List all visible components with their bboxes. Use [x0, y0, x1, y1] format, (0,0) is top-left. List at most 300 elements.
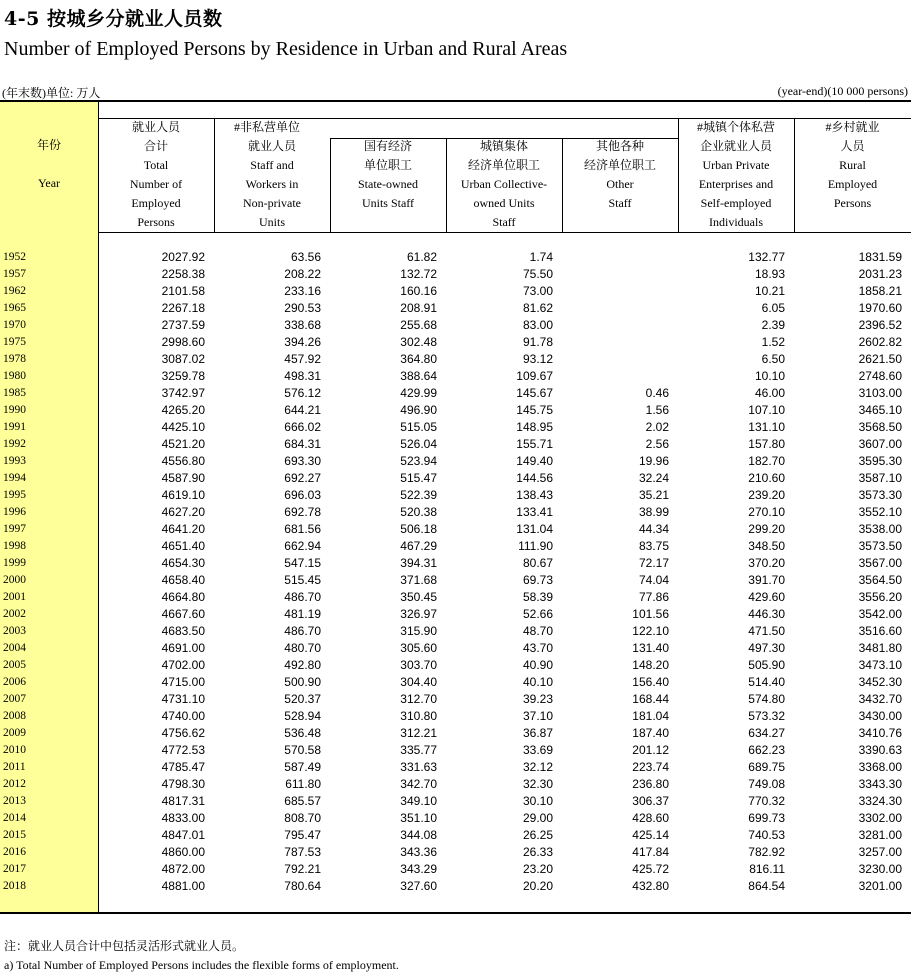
- value-cell: 3281.00: [858, 828, 902, 842]
- value-cell: 500.90: [284, 675, 321, 689]
- value-cell: 486.70: [284, 590, 321, 604]
- value-cell: 338.68: [284, 318, 321, 332]
- value-cell: 3302.00: [858, 811, 902, 825]
- value-cell: 3568.50: [858, 420, 902, 434]
- value-cell: 696.03: [284, 488, 321, 502]
- value-cell: 208.91: [400, 301, 437, 315]
- footnote-cn: 注：就业人员合计中包括灵活形式就业人员。: [4, 939, 245, 953]
- value-cell: 342.70: [400, 777, 437, 791]
- year-cell: 1978: [3, 353, 26, 365]
- year-cell: 2010: [3, 744, 26, 756]
- table-row: [0, 351, 911, 368]
- value-cell: 148.95: [516, 420, 553, 434]
- value-cell: 2998.60: [161, 335, 205, 349]
- table-row: [0, 521, 911, 538]
- value-cell: 1.74: [529, 250, 553, 264]
- value-cell: 233.16: [284, 284, 321, 298]
- value-cell: 4641.20: [161, 522, 205, 536]
- value-cell: 132.77: [748, 250, 785, 264]
- table-row: [0, 623, 911, 640]
- table-row: [0, 572, 911, 589]
- value-cell: 681.56: [284, 522, 321, 536]
- value-cell: 3430.00: [858, 709, 902, 723]
- year-cell: 2002: [3, 608, 26, 620]
- value-cell: 3516.60: [858, 624, 902, 638]
- year-cell: 2017: [3, 863, 26, 875]
- value-cell: 467.29: [400, 539, 437, 553]
- value-cell: 693.30: [284, 454, 321, 468]
- header-nonprivate: 就业人员 Staff and Workers in Non-private Units: [243, 139, 301, 229]
- value-cell: 46.00: [754, 386, 785, 400]
- table-row: [0, 708, 911, 725]
- value-cell: 644.21: [284, 403, 321, 417]
- value-cell: 310.80: [400, 709, 437, 723]
- value-cell: 315.90: [400, 624, 437, 638]
- value-cell: 515.45: [284, 573, 321, 587]
- year-cell: 1999: [3, 557, 26, 569]
- value-cell: 351.10: [400, 811, 437, 825]
- value-cell: 149.40: [516, 454, 553, 468]
- table-row: [0, 419, 911, 436]
- year-cell: 2005: [3, 659, 26, 671]
- header-year: 年份 Year: [36, 138, 61, 190]
- table-row: [0, 861, 911, 878]
- value-cell: 792.21: [284, 862, 321, 876]
- table-row: [0, 878, 911, 895]
- year-cell: 2003: [3, 625, 26, 637]
- value-cell: 52.66: [522, 607, 553, 621]
- value-cell: 160.16: [400, 284, 437, 298]
- value-cell: 30.10: [522, 794, 553, 808]
- value-cell: 3368.00: [858, 760, 902, 774]
- value-cell: 2.56: [645, 437, 669, 451]
- value-cell: 808.70: [284, 811, 321, 825]
- value-cell: 371.68: [400, 573, 437, 587]
- value-cell: 187.40: [632, 726, 669, 740]
- value-cell: 40.10: [522, 675, 553, 689]
- year-cell: 1994: [3, 472, 26, 484]
- value-cell: 795.47: [284, 828, 321, 842]
- value-cell: 394.31: [400, 556, 437, 570]
- value-cell: 492.80: [284, 658, 321, 672]
- year-cell: 2004: [3, 642, 26, 654]
- unit-label-en: (year-end)(10 000 persons): [777, 84, 908, 98]
- value-cell: 3552.10: [858, 505, 902, 519]
- value-cell: 4587.90: [161, 471, 205, 485]
- value-cell: 2748.60: [858, 369, 902, 383]
- value-cell: 388.64: [400, 369, 437, 383]
- value-cell: 3452.30: [858, 675, 902, 689]
- header-state-owned: 国有经济 单位职工 State-owned Units Staff: [358, 139, 418, 210]
- value-cell: 81.62: [522, 301, 553, 315]
- year-cell: 2001: [3, 591, 26, 603]
- value-cell: 4425.10: [161, 420, 205, 434]
- value-cell: 299.20: [748, 522, 785, 536]
- year-cell: 2008: [3, 710, 26, 722]
- value-cell: 236.80: [632, 777, 669, 791]
- header-total: 就业人员 合计 Total Number of Employed Persons: [129, 120, 183, 229]
- header-collective: 城镇集体 经济单位职工 Urban Collective- owned Units Staff: [460, 139, 548, 229]
- value-cell: 2621.50: [858, 352, 902, 366]
- year-cell: 2007: [3, 693, 26, 705]
- header-other: 其他各种 经济单位职工 Other Staff: [583, 139, 656, 210]
- value-cell: 787.53: [284, 845, 321, 859]
- value-cell: 3564.50: [858, 573, 902, 587]
- value-cell: 302.48: [400, 335, 437, 349]
- value-cell: 29.00: [522, 811, 553, 825]
- value-cell: 662.94: [284, 539, 321, 553]
- value-cell: 2031.23: [858, 267, 902, 281]
- value-cell: 692.27: [284, 471, 321, 485]
- table-row: [0, 402, 911, 419]
- value-cell: 327.60: [400, 879, 437, 893]
- value-cell: 145.75: [516, 403, 553, 417]
- value-cell: 587.49: [284, 760, 321, 774]
- year-cell: 2011: [3, 761, 26, 773]
- value-cell: 3567.00: [858, 556, 902, 570]
- table-row: [0, 759, 911, 776]
- value-cell: 26.25: [522, 828, 553, 842]
- value-cell: 210.60: [748, 471, 785, 485]
- year-cell: 2013: [3, 795, 26, 807]
- table-row: [0, 283, 911, 300]
- value-cell: 471.50: [748, 624, 785, 638]
- value-cell: 429.99: [400, 386, 437, 400]
- value-cell: 4664.80: [161, 590, 205, 604]
- value-cell: 666.02: [284, 420, 321, 434]
- value-cell: 58.39: [522, 590, 553, 604]
- table-row: [0, 300, 911, 317]
- value-cell: 168.44: [632, 692, 669, 706]
- value-cell: 1.56: [645, 403, 669, 417]
- value-cell: 3587.10: [858, 471, 902, 485]
- value-cell: 3473.10: [858, 658, 902, 672]
- value-cell: 6.50: [761, 352, 785, 366]
- value-cell: 181.04: [632, 709, 669, 723]
- value-cell: 515.47: [400, 471, 437, 485]
- year-cell: 2015: [3, 829, 26, 841]
- table-row: [0, 793, 911, 810]
- value-cell: 685.57: [284, 794, 321, 808]
- value-cell: 505.90: [748, 658, 785, 672]
- value-cell: 2.39: [761, 318, 785, 332]
- value-cell: 2101.58: [161, 284, 205, 298]
- value-cell: 4619.10: [161, 488, 205, 502]
- value-cell: 3542.00: [858, 607, 902, 621]
- table-row: [0, 776, 911, 793]
- value-cell: 370.20: [748, 556, 785, 570]
- value-cell: 515.05: [400, 420, 437, 434]
- value-cell: 3556.20: [858, 590, 902, 604]
- year-cell: 1975: [3, 336, 26, 348]
- value-cell: 428.60: [632, 811, 669, 825]
- value-cell: 36.87: [522, 726, 553, 740]
- value-cell: 255.68: [400, 318, 437, 332]
- value-cell: 305.60: [400, 641, 437, 655]
- value-cell: 2396.52: [858, 318, 902, 332]
- value-cell: 2.02: [645, 420, 669, 434]
- value-cell: 780.64: [284, 879, 321, 893]
- value-cell: 432.80: [632, 879, 669, 893]
- value-cell: 4265.20: [161, 403, 205, 417]
- table-row: [0, 249, 911, 266]
- value-cell: 4556.80: [161, 454, 205, 468]
- value-cell: 692.78: [284, 505, 321, 519]
- value-cell: 101.56: [632, 607, 669, 621]
- value-cell: 574.80: [748, 692, 785, 706]
- value-cell: 496.90: [400, 403, 437, 417]
- value-cell: 344.08: [400, 828, 437, 842]
- value-cell: 77.86: [638, 590, 669, 604]
- value-cell: 684.31: [284, 437, 321, 451]
- value-cell: 270.10: [748, 505, 785, 519]
- value-cell: 155.71: [516, 437, 553, 451]
- year-cell: 1998: [3, 540, 26, 552]
- value-cell: 611.80: [285, 777, 321, 791]
- value-cell: 520.37: [284, 692, 321, 706]
- value-cell: 48.70: [522, 624, 553, 638]
- value-cell: 111.90: [518, 539, 553, 553]
- value-cell: 864.54: [748, 879, 785, 893]
- value-cell: 4651.40: [161, 539, 205, 553]
- value-cell: 457.92: [284, 352, 321, 366]
- value-cell: 63.56: [290, 250, 321, 264]
- value-cell: 417.84: [632, 845, 669, 859]
- value-cell: 3595.30: [858, 454, 902, 468]
- value-cell: 32.30: [522, 777, 553, 791]
- value-cell: 4658.40: [161, 573, 205, 587]
- year-cell: 1997: [3, 523, 26, 535]
- value-cell: 61.82: [406, 250, 437, 264]
- value-cell: 306.37: [632, 794, 669, 808]
- value-cell: 107.10: [748, 403, 785, 417]
- value-cell: 662.23: [748, 743, 785, 757]
- value-cell: 3230.00: [858, 862, 902, 876]
- year-cell: 1996: [3, 506, 26, 518]
- value-cell: 740.53: [748, 828, 785, 842]
- year-cell: 2000: [3, 574, 26, 586]
- value-cell: 526.04: [400, 437, 437, 451]
- value-cell: 3538.00: [858, 522, 902, 536]
- value-cell: 26.33: [522, 845, 553, 859]
- value-cell: 749.08: [748, 777, 785, 791]
- value-cell: 343.29: [400, 862, 437, 876]
- value-cell: 37.10: [522, 709, 553, 723]
- table-row: [0, 334, 911, 351]
- unit-label-cn: (年末数)单位: 万人: [2, 86, 101, 100]
- value-cell: 335.77: [400, 743, 437, 757]
- value-cell: 770.32: [748, 794, 785, 808]
- value-cell: 816.11: [749, 862, 785, 876]
- value-cell: 10.21: [754, 284, 785, 298]
- value-cell: 3573.30: [858, 488, 902, 502]
- value-cell: 4691.00: [161, 641, 205, 655]
- table-row: [0, 589, 911, 606]
- value-cell: 148.20: [632, 658, 669, 672]
- table-row: [0, 674, 911, 691]
- value-cell: 497.30: [748, 641, 785, 655]
- year-cell: 2014: [3, 812, 26, 824]
- value-cell: 3607.00: [858, 437, 902, 451]
- value-cell: 39.23: [522, 692, 553, 706]
- value-cell: 91.78: [522, 335, 553, 349]
- value-cell: 1858.21: [858, 284, 902, 298]
- value-cell: 3324.30: [858, 794, 902, 808]
- year-cell: 2018: [3, 880, 26, 892]
- table-row: [0, 436, 911, 453]
- value-cell: 522.39: [400, 488, 437, 502]
- value-cell: 312.70: [400, 692, 437, 706]
- value-cell: 3257.00: [858, 845, 902, 859]
- value-cell: 303.70: [400, 658, 437, 672]
- value-cell: 83.75: [638, 539, 669, 553]
- value-cell: 43.70: [522, 641, 553, 655]
- table-row: [0, 470, 911, 487]
- value-cell: 348.50: [748, 539, 785, 553]
- value-cell: 520.38: [400, 505, 437, 519]
- header-private: #城镇个体私营 企业就业人员 Urban Private Enterprises and Self-employed Individuals: [696, 120, 775, 229]
- value-cell: 23.20: [522, 862, 553, 876]
- value-cell: 3742.97: [161, 386, 205, 400]
- year-cell: 1995: [3, 489, 26, 501]
- value-cell: 343.36: [400, 845, 437, 859]
- table-bottom-rule: [0, 912, 911, 914]
- footnote-en: a) Total Number of Employed Persons includes the flexible forms of employment.: [4, 958, 399, 972]
- value-cell: 32.24: [638, 471, 669, 485]
- value-cell: 38.99: [638, 505, 669, 519]
- year-cell: 2006: [3, 676, 26, 688]
- value-cell: 4860.00: [161, 845, 205, 859]
- value-cell: 80.67: [522, 556, 553, 570]
- value-cell: 304.40: [400, 675, 437, 689]
- value-cell: 3465.10: [858, 403, 902, 417]
- value-cell: 3432.70: [858, 692, 902, 706]
- value-cell: 4785.47: [161, 760, 205, 774]
- value-cell: 486.70: [284, 624, 321, 638]
- value-cell: 133.41: [516, 505, 553, 519]
- value-cell: 481.19: [284, 607, 321, 621]
- table-row: [0, 266, 911, 283]
- value-cell: 576.12: [284, 386, 321, 400]
- value-cell: 131.10: [748, 420, 785, 434]
- value-cell: 573.32: [748, 709, 785, 723]
- value-cell: 4872.00: [161, 862, 205, 876]
- year-cell: 2016: [3, 846, 26, 858]
- value-cell: 570.58: [284, 743, 321, 757]
- value-cell: 3103.00: [858, 386, 902, 400]
- value-cell: 74.04: [638, 573, 669, 587]
- year-cell: 1992: [3, 438, 26, 450]
- value-cell: 290.53: [284, 301, 321, 315]
- value-cell: 201.12: [632, 743, 669, 757]
- value-cell: 312.21: [400, 726, 437, 740]
- value-cell: 1970.60: [858, 301, 902, 315]
- value-cell: 349.10: [400, 794, 437, 808]
- table-row: [0, 487, 911, 504]
- year-cell: 1993: [3, 455, 26, 467]
- value-cell: 4798.30: [161, 777, 205, 791]
- value-cell: 3481.80: [858, 641, 902, 655]
- header-nonprivate-group: #非私营单位: [234, 120, 301, 134]
- value-cell: 4833.00: [161, 811, 205, 825]
- value-cell: 93.12: [522, 352, 553, 366]
- value-cell: 4772.53: [161, 743, 205, 757]
- year-cell: 1985: [3, 387, 26, 399]
- value-cell: 182.70: [748, 454, 785, 468]
- year-cell: 2009: [3, 727, 26, 739]
- value-cell: 4667.60: [161, 607, 205, 621]
- value-cell: 350.45: [400, 590, 437, 604]
- value-cell: 425.14: [632, 828, 669, 842]
- value-cell: 6.05: [761, 301, 785, 315]
- value-cell: 44.34: [638, 522, 669, 536]
- year-cell: 1965: [3, 302, 26, 314]
- value-cell: 3573.50: [858, 539, 902, 553]
- value-cell: 69.73: [522, 573, 553, 587]
- year-cell: 1952: [3, 251, 26, 263]
- value-cell: 514.40: [748, 675, 785, 689]
- value-cell: 223.74: [632, 760, 669, 774]
- value-cell: 429.60: [748, 590, 785, 604]
- value-cell: 144.56: [516, 471, 553, 485]
- value-cell: 1831.59: [858, 250, 902, 264]
- year-cell: 1970: [3, 319, 26, 331]
- value-cell: 2267.18: [161, 301, 205, 315]
- page-title-en: Number of Employed Persons by Residence in Urban and Rural Areas: [4, 38, 568, 60]
- table-row: [0, 385, 911, 402]
- year-cell: 1957: [3, 268, 26, 280]
- value-cell: 3087.02: [161, 352, 205, 366]
- value-cell: 364.80: [400, 352, 437, 366]
- value-cell: 689.75: [748, 760, 785, 774]
- header-bottom-rule: [98, 232, 911, 233]
- year-cell: 2012: [3, 778, 26, 790]
- value-cell: 4847.01: [161, 828, 205, 842]
- value-cell: 2737.59: [161, 318, 205, 332]
- year-cell: 1991: [3, 421, 26, 433]
- value-cell: 699.73: [748, 811, 785, 825]
- table-row: [0, 640, 911, 657]
- value-cell: 4654.30: [161, 556, 205, 570]
- value-cell: 3343.30: [858, 777, 902, 791]
- table-row: [0, 317, 911, 334]
- value-cell: 536.48: [284, 726, 321, 740]
- value-cell: 4683.50: [161, 624, 205, 638]
- value-cell: 40.90: [522, 658, 553, 672]
- value-cell: 4881.00: [161, 879, 205, 893]
- value-cell: 122.10: [632, 624, 669, 638]
- value-cell: 498.31: [284, 369, 321, 383]
- value-cell: 10.10: [754, 369, 785, 383]
- value-cell: 3259.78: [161, 369, 205, 383]
- value-cell: 4756.62: [161, 726, 205, 740]
- value-cell: 83.00: [522, 318, 553, 332]
- value-cell: 4521.20: [161, 437, 205, 451]
- table-row: [0, 453, 911, 470]
- year-cell: 1962: [3, 285, 26, 297]
- value-cell: 480.70: [284, 641, 321, 655]
- table-row: [0, 810, 911, 827]
- table-row: [0, 538, 911, 555]
- value-cell: 18.93: [754, 267, 785, 281]
- table-row: [0, 725, 911, 742]
- header-rural: #乡村就业 人员 Rural Employed Persons: [825, 120, 880, 210]
- value-cell: 391.70: [748, 573, 785, 587]
- value-cell: 4702.00: [161, 658, 205, 672]
- table-row: [0, 657, 911, 674]
- value-cell: 73.00: [522, 284, 553, 298]
- value-cell: 4731.10: [161, 692, 205, 706]
